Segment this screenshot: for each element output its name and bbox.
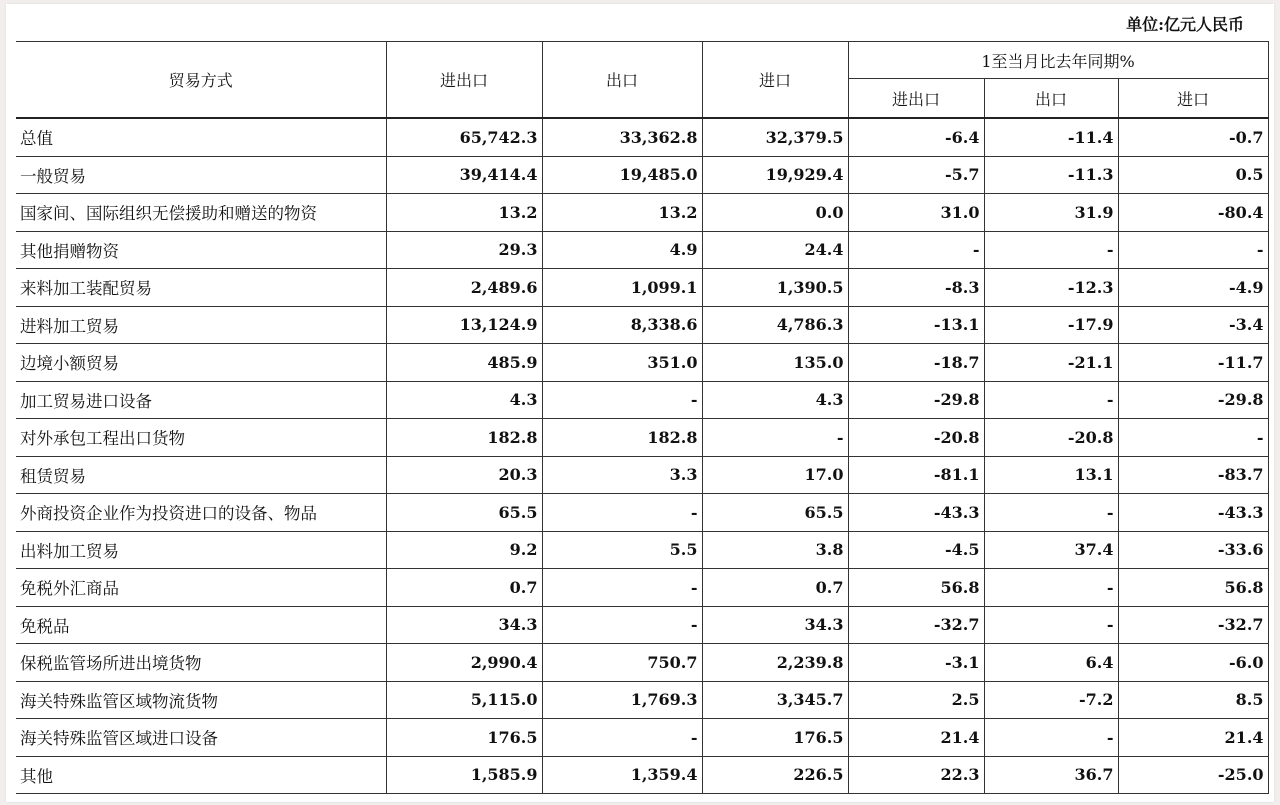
cell-yoy-export: 6.4 [984, 644, 1118, 682]
cell-yoy-import: -43.3 [1118, 494, 1268, 532]
cell-yoy-total: 2.5 [848, 681, 984, 719]
table-row [16, 419, 1268, 457]
cell-yoy-total: -13.1 [848, 306, 984, 344]
cell-trade-mode: 其他捐赠物资 [16, 231, 386, 269]
cell-import: 226.5 [702, 756, 848, 794]
unit-label: 单位:亿元人民币 [1126, 15, 1244, 34]
cell-export: - [542, 606, 702, 644]
cell-yoy-export: - [984, 719, 1118, 757]
table-row [16, 156, 1268, 194]
cell-yoy-total: -29.8 [848, 381, 984, 419]
table-row [16, 381, 1268, 419]
cell-yoy-export: 37.4 [984, 531, 1118, 569]
cell-yoy-export: - [984, 606, 1118, 644]
cell-total: 34.3 [386, 606, 542, 644]
cell-export: 8,338.6 [542, 306, 702, 344]
cell-yoy-import: -29.8 [1118, 381, 1268, 419]
cell-total: 65,742.3 [386, 118, 542, 156]
cell-yoy-import: 56.8 [1118, 569, 1268, 607]
cell-total: 2,990.4 [386, 644, 542, 682]
cell-import: 32,379.5 [702, 118, 848, 156]
cell-export: 3.3 [542, 456, 702, 494]
cell-yoy-import: 8.5 [1118, 681, 1268, 719]
table-row [16, 494, 1268, 532]
cell-yoy-export: 36.7 [984, 756, 1118, 794]
cell-export: 19,485.0 [542, 156, 702, 194]
cell-yoy-total: -5.7 [848, 156, 984, 194]
cell-import: 4.3 [702, 381, 848, 419]
cell-yoy-import: -0.7 [1118, 118, 1268, 156]
cell-yoy-export: -21.1 [984, 344, 1118, 382]
cell-export: 750.7 [542, 644, 702, 682]
cell-yoy-total: -32.7 [848, 606, 984, 644]
cell-total: 9.2 [386, 531, 542, 569]
table-body [16, 118, 1268, 794]
cell-total: 29.3 [386, 231, 542, 269]
cell-total: 1,585.9 [386, 756, 542, 794]
cell-trade-mode: 海关特殊监管区域物流货物 [16, 681, 386, 719]
cell-yoy-total: - [848, 231, 984, 269]
cell-yoy-export: -7.2 [984, 681, 1118, 719]
cell-trade-mode: 保税监管场所进出境货物 [16, 644, 386, 682]
cell-total: 65.5 [386, 494, 542, 532]
header-yoy-group: 1至当月比去年同期% [848, 42, 1268, 79]
table-row [16, 269, 1268, 307]
cell-import: 176.5 [702, 719, 848, 757]
cell-trade-mode: 外商投资企业作为投资进口的设备、物品 [16, 494, 386, 532]
cell-trade-mode: 边境小额贸易 [16, 344, 386, 382]
cell-yoy-total: -18.7 [848, 344, 984, 382]
cell-trade-mode: 海关特殊监管区域进口设备 [16, 719, 386, 757]
cell-yoy-total: -20.8 [848, 419, 984, 457]
cell-import: 34.3 [702, 606, 848, 644]
cell-yoy-export: 13.1 [984, 456, 1118, 494]
cell-yoy-total: 21.4 [848, 719, 984, 757]
table-row [16, 344, 1268, 382]
cell-import: 1,390.5 [702, 269, 848, 307]
table-row [16, 456, 1268, 494]
cell-import: 19,929.4 [702, 156, 848, 194]
cell-trade-mode: 租赁贸易 [16, 456, 386, 494]
cell-trade-mode: 国家间、国际组织无偿援助和赠送的物资 [16, 194, 386, 232]
table-row [16, 569, 1268, 607]
cell-yoy-import: -6.0 [1118, 644, 1268, 682]
cell-yoy-export: - [984, 231, 1118, 269]
cell-yoy-total: -8.3 [848, 269, 984, 307]
cell-yoy-import: 0.5 [1118, 156, 1268, 194]
cell-yoy-export: - [984, 494, 1118, 532]
cell-import: 2,239.8 [702, 644, 848, 682]
table-row [16, 306, 1268, 344]
cell-total: 5,115.0 [386, 681, 542, 719]
table-row [16, 756, 1268, 794]
cell-yoy-import: -11.7 [1118, 344, 1268, 382]
table-row [16, 531, 1268, 569]
trade-mode-table [16, 41, 1269, 794]
cell-trade-mode: 其他 [16, 756, 386, 794]
cell-export: - [542, 569, 702, 607]
cell-trade-mode: 出料加工贸易 [16, 531, 386, 569]
cell-yoy-total: 31.0 [848, 194, 984, 232]
cell-total: 182.8 [386, 419, 542, 457]
table-row [16, 194, 1268, 232]
cell-export: - [542, 381, 702, 419]
cell-yoy-import: -80.4 [1118, 194, 1268, 232]
cell-total: 2,489.6 [386, 269, 542, 307]
cell-yoy-export: -11.4 [984, 118, 1118, 156]
cell-import: 135.0 [702, 344, 848, 382]
cell-import: 4,786.3 [702, 306, 848, 344]
header-export: 出口 [542, 42, 702, 119]
header-total: 进出口 [386, 42, 542, 119]
header-import: 进口 [702, 42, 848, 119]
cell-import: 65.5 [702, 494, 848, 532]
table-row [16, 118, 1268, 156]
cell-import: 3.8 [702, 531, 848, 569]
cell-yoy-total: -4.5 [848, 531, 984, 569]
cell-trade-mode: 一般贸易 [16, 156, 386, 194]
cell-total: 176.5 [386, 719, 542, 757]
header-yoy-import: 进口 [1118, 79, 1268, 119]
table-row [16, 681, 1268, 719]
cell-export: 4.9 [542, 231, 702, 269]
cell-yoy-total: -6.4 [848, 118, 984, 156]
cell-export: 33,362.8 [542, 118, 702, 156]
cell-import: 24.4 [702, 231, 848, 269]
cell-yoy-import: 21.4 [1118, 719, 1268, 757]
cell-export: - [542, 494, 702, 532]
table-row [16, 231, 1268, 269]
cell-yoy-total: -81.1 [848, 456, 984, 494]
table-row [16, 606, 1268, 644]
cell-import: - [702, 419, 848, 457]
cell-yoy-export: -17.9 [984, 306, 1118, 344]
cell-yoy-export: -11.3 [984, 156, 1118, 194]
cell-total: 0.7 [386, 569, 542, 607]
cell-total: 4.3 [386, 381, 542, 419]
cell-yoy-import: - [1118, 231, 1268, 269]
cell-trade-mode: 进料加工贸易 [16, 306, 386, 344]
cell-trade-mode: 来料加工装配贸易 [16, 269, 386, 307]
cell-trade-mode: 对外承包工程出口货物 [16, 419, 386, 457]
cell-export: 351.0 [542, 344, 702, 382]
cell-yoy-import: - [1118, 419, 1268, 457]
cell-import: 17.0 [702, 456, 848, 494]
header-yoy-export: 出口 [984, 79, 1118, 119]
cell-yoy-import: -4.9 [1118, 269, 1268, 307]
cell-export: 1,359.4 [542, 756, 702, 794]
cell-export: 1,769.3 [542, 681, 702, 719]
cell-yoy-export: 31.9 [984, 194, 1118, 232]
cell-trade-mode: 总值 [16, 118, 386, 156]
cell-yoy-export: - [984, 569, 1118, 607]
cell-export: 1,099.1 [542, 269, 702, 307]
document-sheet [6, 4, 1274, 802]
cell-yoy-total: 22.3 [848, 756, 984, 794]
cell-yoy-import: -25.0 [1118, 756, 1268, 794]
cell-yoy-total: 56.8 [848, 569, 984, 607]
cell-yoy-import: -83.7 [1118, 456, 1268, 494]
cell-export: 5.5 [542, 531, 702, 569]
cell-total: 13.2 [386, 194, 542, 232]
table-row [16, 719, 1268, 757]
cell-yoy-export: - [984, 381, 1118, 419]
cell-export: - [542, 719, 702, 757]
cell-yoy-total: -3.1 [848, 644, 984, 682]
table-header [16, 42, 1268, 119]
cell-yoy-import: -32.7 [1118, 606, 1268, 644]
cell-yoy-export: -20.8 [984, 419, 1118, 457]
cell-yoy-import: -3.4 [1118, 306, 1268, 344]
cell-total: 39,414.4 [386, 156, 542, 194]
cell-trade-mode: 免税外汇商品 [16, 569, 386, 607]
cell-trade-mode: 免税品 [16, 606, 386, 644]
cell-total: 485.9 [386, 344, 542, 382]
cell-yoy-total: -43.3 [848, 494, 984, 532]
cell-export: 182.8 [542, 419, 702, 457]
cell-import: 0.0 [702, 194, 848, 232]
header-trade-mode: 贸易方式 [16, 42, 386, 119]
cell-total: 20.3 [386, 456, 542, 494]
cell-trade-mode: 加工贸易进口设备 [16, 381, 386, 419]
cell-import: 3,345.7 [702, 681, 848, 719]
cell-yoy-export: -12.3 [984, 269, 1118, 307]
cell-import: 0.7 [702, 569, 848, 607]
header-yoy-total: 进出口 [848, 79, 984, 119]
cell-export: 13.2 [542, 194, 702, 232]
cell-yoy-import: -33.6 [1118, 531, 1268, 569]
cell-total: 13,124.9 [386, 306, 542, 344]
table-row [16, 644, 1268, 682]
